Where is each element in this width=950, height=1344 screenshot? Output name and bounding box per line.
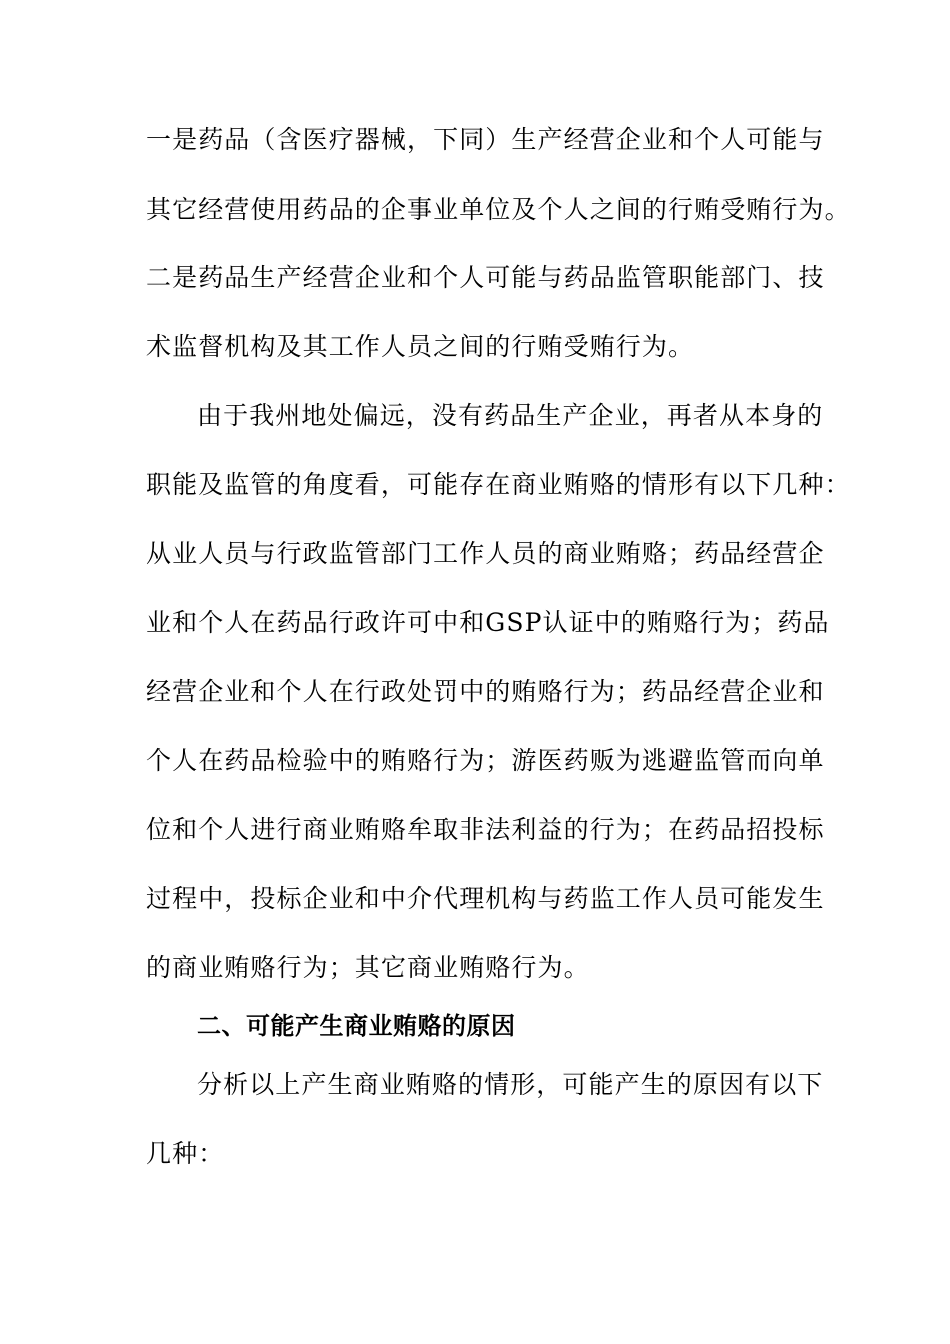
- paragraph-line: 分析以上产生商业贿赂的情形，可能产生的原因有以下: [197, 1070, 824, 1099]
- paragraph-line: 职能及监管的角度看，可能存在商业贿赂的情形有以下几种：: [146, 470, 851, 499]
- paragraph-line: 从业人员与行政监管部门工作人员的商业贿赂；药品经营企: [146, 539, 825, 568]
- paragraph-line: 的商业贿赂行为；其它商业贿赂行为。: [146, 953, 590, 982]
- paragraph-line: 由于我州地处偏远，没有药品生产企业，再者从本身的: [197, 401, 824, 430]
- paragraph-line: 二是药品生产经营企业和个人可能与药品监管职能部门、技: [146, 263, 825, 292]
- paragraph-line: 几种：: [146, 1139, 225, 1168]
- paragraph-line: 经营企业和个人在行政处罚中的贿赂行为；药品经营企业和: [146, 677, 825, 706]
- paragraph-line: 个人在药品检验中的贿赂行为；游医药贩为逃避监管而向单: [146, 746, 825, 775]
- paragraph-line: 一是药品（含医疗器械，下同）生产经营企业和个人可能与: [146, 125, 825, 154]
- paragraph-line: 位和个人进行商业贿赂牟取非法利益的行为；在药品招投标: [146, 815, 825, 844]
- paragraph-line: 业和个人在药品行政许可中和GSP认证中的贿赂行为；药品: [146, 608, 830, 637]
- paragraph-line: 术监督机构及其工作人员之间的行贿受贿行为。: [146, 332, 695, 361]
- section-heading: 二、可能产生商业贿赂的原因: [197, 1012, 516, 1040]
- paragraph-line: 其它经营使用药品的企事业单位及个人之间的行贿受贿行为。: [146, 195, 851, 224]
- paragraph-line: 过程中，投标企业和中介代理机构与药监工作人员可能发生: [146, 884, 825, 913]
